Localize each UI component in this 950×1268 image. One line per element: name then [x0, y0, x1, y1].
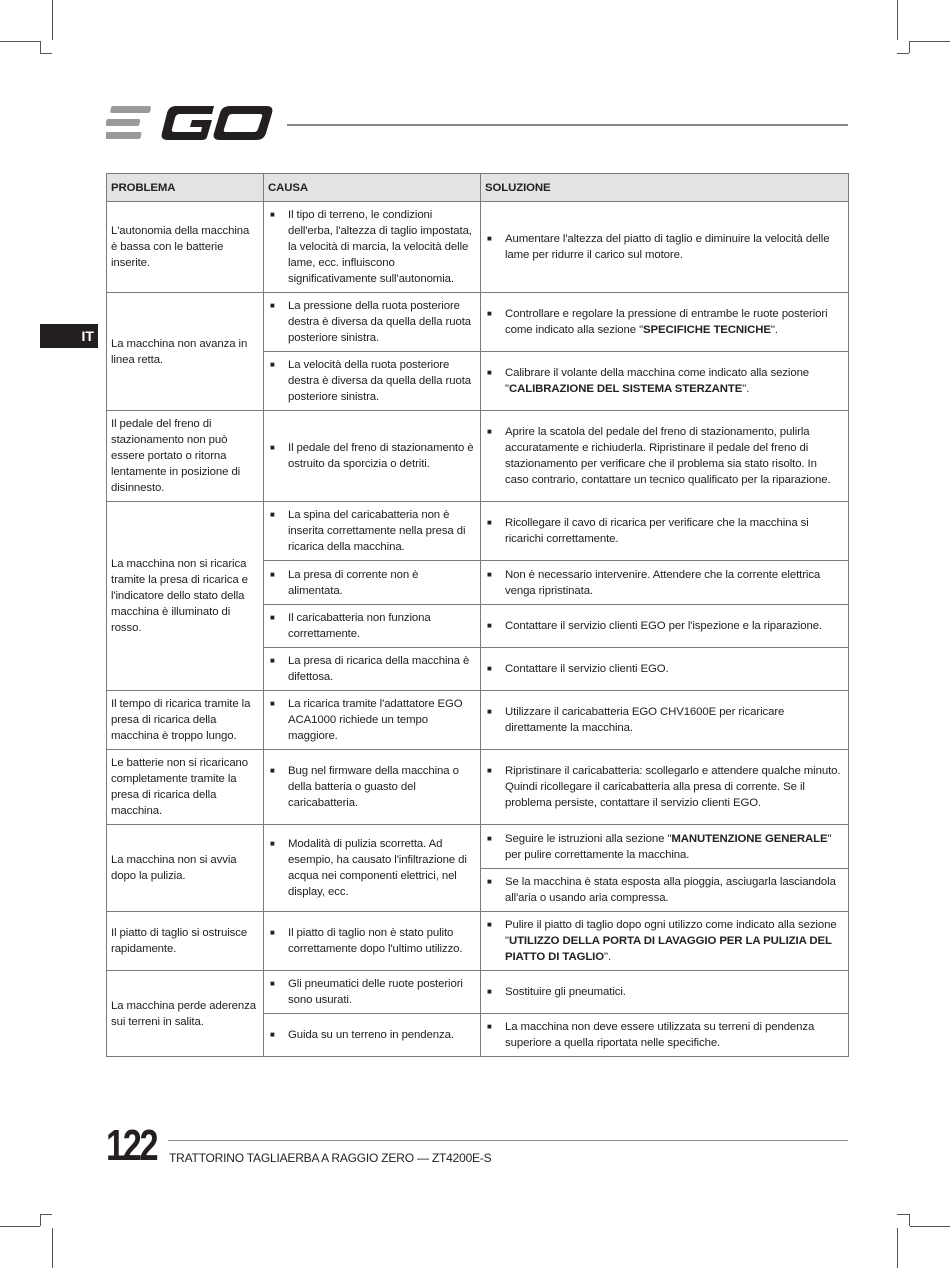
problem-cell: Le batterie non si ricaricano completamente tramite la presa di ricarica della macchina. [107, 750, 264, 825]
language-tab: IT [40, 324, 98, 348]
solution-cell: ■ Controllare e regolare la pressione di entrambe le ruote posteriori come indicato alla sezione "SPECIFICHE TECNICHE". [481, 293, 849, 352]
crop-mark [909, 1214, 910, 1226]
table-row [107, 912, 849, 971]
table-row [107, 502, 849, 561]
cause-cell: ■ Gli pneumatici delle ruote posteriori sono usurati. [264, 971, 481, 1014]
table-header-row [107, 174, 849, 202]
crop-mark [0, 41, 40, 42]
problem-cell: La macchina non avanza in linea retta. [107, 293, 264, 411]
solution-cell: ■ Calibrare il volante della macchina come indicato alla sezione "CALIBRAZIONE DEL SISTEMA STERZANTE". [481, 352, 849, 411]
solution-cell: ■ Seguire le istruzioni alla sezione "MANUTENZIONE GENERALE" per pulire correttamente la macchina. [481, 825, 849, 869]
table-row [107, 971, 849, 1014]
cause-cell: ■ Il pedale del freno di stazionamento è ostruito da sporcizia o detriti. [264, 411, 481, 502]
solution-cell: ■ Sostituire gli pneumatici. [481, 971, 849, 1014]
cause-cell: ■ Bug nel firmware della macchina o della batteria o guasto del caricabatteria. [264, 750, 481, 825]
crop-mark [40, 1214, 52, 1215]
header-causa: CAUSA [264, 174, 481, 202]
crop-mark [897, 1214, 909, 1215]
cause-cell: ■ La presa di ricarica della macchina è difettosa. [264, 648, 481, 691]
header-problema: PROBLEMA [107, 174, 264, 202]
header-rule [287, 124, 848, 126]
crop-mark [40, 1214, 41, 1226]
problem-cell: La macchina non si avvia dopo la pulizia. [107, 825, 264, 912]
cause-cell: ■ La velocità della ruota posteriore destra è diversa da quella della ruota posteriore sinistra. [264, 352, 481, 411]
solution-cell: ■ Aumentare l'altezza del piatto di taglio e diminuire la velocità delle lame per ridurre il carico sul motore. [481, 202, 849, 293]
cause-cell: ■ Guida su un terreno in pendenza. [264, 1014, 481, 1057]
footer-rule [168, 1140, 848, 1141]
crop-mark [897, 0, 898, 40]
cause-cell: ■ Il piatto di taglio non è stato pulito correttamente dopo l'ultimo utilizzo. [264, 912, 481, 971]
ego-logo [106, 103, 276, 143]
cause-cell: ■ La pressione della ruota posteriore destra è diversa da quella della ruota posteriore sinistra. [264, 293, 481, 352]
solution-cell: ■ Pulire il piatto di taglio dopo ogni utilizzo come indicato alla sezione "UTILIZZO DELLA PORTA DI LAVAGGIO PER LA PULIZIA DEL PIATTO DI TAGLIO". [481, 912, 849, 971]
crop-mark [897, 1228, 898, 1268]
problem-cell: Il piatto di taglio si ostruisce rapidamente. [107, 912, 264, 971]
solution-cell: ■ La macchina non deve essere utilizzata su terreni di pendenza superiore a quella riportata nelle specifiche. [481, 1014, 849, 1057]
crop-mark [909, 41, 910, 53]
troubleshooting-table [106, 173, 849, 1057]
table-row [107, 293, 849, 352]
solution-cell: ■ Aprire la scatola del pedale del freno di stazionamento, pulirla accuratamente e richiuderla. Ripristinare il pedale del freno di stazionamento per verificare che il problema sia stato risolto. In caso contrario, contattare un tecnico qualificato per la riparazione. [481, 411, 849, 502]
solution-cell: ■ Ripristinare il caricabatteria: scollegarlo e attendere qualche minuto. Quindi ricollegare il caricabatteria alla presa di corrente. Se il problema persiste, contattare il servizio clienti EGO. [481, 750, 849, 825]
cause-cell: ■ Il tipo di terreno, le condizioni dell'erba, l'altezza di taglio impostata, la velocità di marcia, la velocità delle lame, ecc. influiscono significativamente sull'autonomia. [264, 202, 481, 293]
solution-cell: ■ Ricollegare il cavo di ricarica per verificare che la macchina si ricarichi correttamente. [481, 502, 849, 561]
crop-mark [910, 1226, 950, 1227]
footer-title: TRATTORINO TAGLIAERBA A RAGGIO ZERO — ZT4200E-S [169, 1151, 492, 1165]
problem-cell: Il tempo di ricarica tramite la presa di ricarica della macchina è troppo lungo. [107, 691, 264, 750]
solution-cell: ■ Contattare il servizio clienti EGO per l'ispezione e la riparazione. [481, 605, 849, 648]
solution-cell: ■ Utilizzare il caricabatteria EGO CHV1600E per ricaricare direttamente la macchina. [481, 691, 849, 750]
table-row [107, 202, 849, 293]
crop-mark [40, 53, 52, 54]
cause-cell: ■ La spina del caricabatteria non è inserita correttamente nella presa di ricarica della macchina. [264, 502, 481, 561]
problem-cell: La macchina perde aderenza sui terreni in salita. [107, 971, 264, 1057]
solution-cell: ■ Se la macchina è stata esposta alla pioggia, asciugarla lasciandola all'aria o usando aria compressa. [481, 869, 849, 912]
crop-mark [0, 1226, 40, 1227]
header-soluzione: SOLUZIONE [481, 174, 849, 202]
crop-mark [52, 0, 53, 40]
cause-cell: ■ Modalità di pulizia scorretta. Ad esempio, ha causato l'infiltrazione di acqua nei componenti elettrici, nel display, ecc. [264, 825, 481, 912]
cause-cell: ■ Il caricabatteria non funziona correttamente. [264, 605, 481, 648]
crop-mark [910, 41, 950, 42]
crop-mark [897, 53, 909, 54]
crop-mark [52, 1228, 53, 1268]
table-row [107, 825, 849, 869]
cause-cell: ■ La ricarica tramite l'adattatore EGO ACA1000 richiede un tempo maggiore. [264, 691, 481, 750]
table-row [107, 411, 849, 502]
table-row [107, 691, 849, 750]
solution-cell: ■ Contattare il servizio clienti EGO. [481, 648, 849, 691]
problem-cell: La macchina non si ricarica tramite la presa di ricarica e l'indicatore dello stato della macchina è illuminato di rosso. [107, 502, 264, 691]
problem-cell: Il pedale del freno di stazionamento non può essere portato o ritorna lentamente in posizione di disinnesto. [107, 411, 264, 502]
solution-cell: ■ Non è necessario intervenire. Attendere che la corrente elettrica venga ripristinata. [481, 561, 849, 605]
cause-cell: ■ La presa di corrente non è alimentata. [264, 561, 481, 605]
crop-mark [40, 41, 41, 53]
page-number: 122 [106, 1121, 157, 1170]
table-row [107, 750, 849, 825]
problem-cell: L'autonomia della macchina è bassa con le batterie inserite. [107, 202, 264, 293]
